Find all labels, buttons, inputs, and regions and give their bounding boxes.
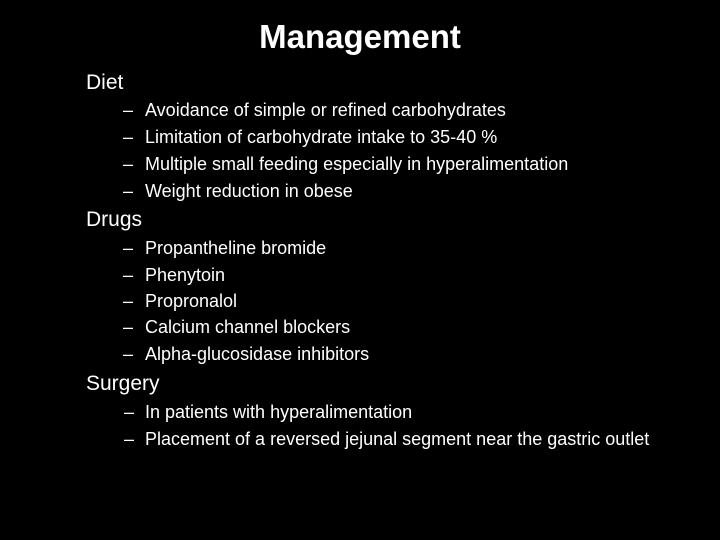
bullet-dash: – [123,265,134,285]
bullet-dash: – [123,291,134,311]
list-item: Limitation of carbohydrate intake to 35-40 % [145,127,498,147]
bullet-dash: – [123,344,134,364]
list-item: Weight reduction in obese [145,181,353,201]
list-item: Propronalol [145,291,238,311]
list-item: In patients with hyperalimentation [145,402,413,422]
list-item: Placement of a reversed jejunal segment near the gastric outlet [145,429,650,449]
list-item: Propantheline bromide [145,238,327,258]
bullet-dash: – [123,100,134,120]
slide-title: Management [259,18,461,55]
bullet-dash: – [124,429,135,449]
bullet-dash: – [123,317,134,337]
bullet-dash: – [124,402,135,422]
section-heading-drugs: Drugs [86,208,143,231]
section-heading-surgery: Surgery [86,372,160,395]
list-item: Alpha-glucosidase inhibitors [145,344,370,364]
section-heading-diet: Diet [86,71,124,94]
list-item: Phenytoin [145,265,226,285]
list-item: Multiple small feeding especially in hyperalimentation [145,154,569,174]
bullet-dash: – [123,127,134,147]
bullet-dash: – [123,238,134,258]
list-item: Avoidance of simple or refined carbohydrates [145,100,506,120]
bullet-dash: – [123,154,134,174]
list-item: Calcium channel blockers [145,317,351,337]
bullet-dash: – [123,181,134,201]
